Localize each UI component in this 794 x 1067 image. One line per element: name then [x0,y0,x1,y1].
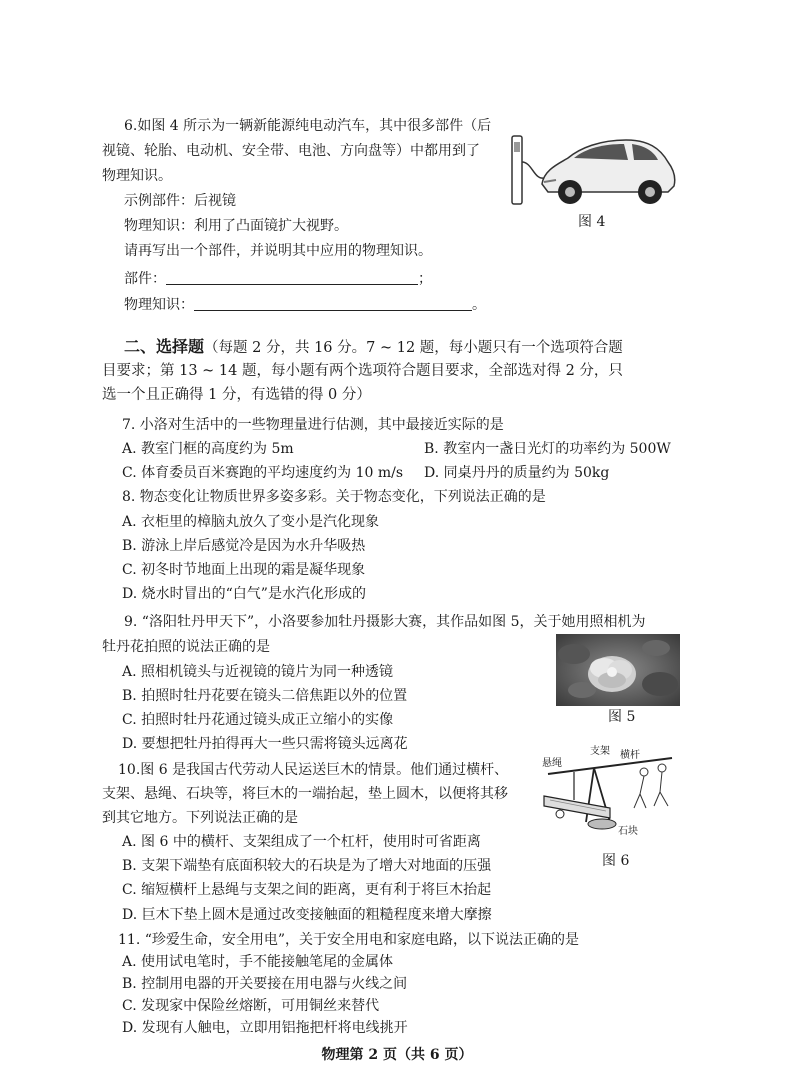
q11-option-b: B. 控制用电器的开关要接在用电器与火线之间 [122,976,408,992]
q9-option-c: C. 拍照时牡丹花通过镜头成正立缩小的实像 [122,712,394,728]
q8-option-a: A. 衣柜里的樟脑丸放久了变小是汽化现象 [122,514,380,530]
stone-label: 石块 [618,826,638,836]
q7-option-c: C. 体育委员百米赛跑的平均速度约为 10 m/s [122,465,404,481]
q9-option-d: D. 要想把牡丹拍得再大一些只需将镜头远离花 [122,736,408,752]
section-2-header [124,337,623,358]
figure-5-caption: 图 5 [608,709,636,725]
q10-stem-3: 到其它地方。下列说法正确的是 [102,810,298,826]
q8-stem: 8. 物态变化让物质世界多姿多彩。关于物态变化，下列说法正确的是 [122,489,546,505]
q10-option-a: A. 图 6 中的横杆、支架组成了一个杠杆，使用时可省距离 [122,834,481,850]
peony-photo-figure [556,634,680,706]
q7-option-a: A. 教室门框的高度约为 5m [122,441,294,457]
physics-answer-blank[interactable] [194,296,472,311]
support-label: 支架 [590,746,610,757]
part-end: ； [418,271,432,287]
q6-line-3: 物理知识。 [102,168,172,184]
q6-line-1: 6.如图 4 所示为一辆新能源纯电动汽车，其中很多部件（后 [124,118,492,134]
q6-physics-row [124,295,486,315]
lever-diagram-figure [540,744,682,836]
q8-option-d: D. 烧水时冒出的“白气”是水汽化形成的 [122,586,366,602]
q7-option-d: D. 同桌丹丹的质量约为 50kg [424,465,610,481]
q11-option-d: D. 发现有人触电，立即用铝拖把杆将电线挑开 [122,1020,408,1036]
q11-option-c: C. 发现家中保险丝熔断，可用铜丝来替代 [122,998,380,1014]
q6-example-part: 示例部件：后视镜 [124,193,236,209]
q11-option-a: A. 使用试电笔时，手不能接触笔尾的金属体 [122,954,394,970]
q8-option-c: C. 初冬时节地面上出现的霜是凝华现象 [122,562,366,578]
figure-4-caption: 图 4 [578,214,606,230]
part-label: 部件： [124,271,166,287]
q6-instruction: 请再写出一个部件，并说明其中应用的物理知识。 [124,243,432,259]
q10-stem-1: 10.图 6 是我国古代劳动人民运送巨木的情景。他们通过横杆、 [118,762,509,778]
page-footer: 物理第 2 页（共 6 页） [321,1047,473,1063]
part-answer-blank[interactable] [166,270,418,285]
q9-stem-2: 牡丹花拍照的说法正确的是 [102,639,270,655]
q8-option-b: B. 游泳上岸后感觉冷是因为水升华吸热 [122,538,366,554]
section-2-desc-2: 目要求；第 13 ~ 14 题，每小题有两个选项符合题目要求，全部选对得 2 分，只 [102,363,623,379]
q7-option-b: B. 教室内一盏日光灯的功率约为 500W [424,441,671,457]
q10-option-d: D. 巨木下垫上圆木是通过改变接触面的粗糙程度来增大摩擦 [122,907,492,923]
q6-example-physics: 物理知识：利用了凸面镜扩大视野。 [124,218,348,234]
q10-stem-2: 支架、悬绳、石块等，将巨木的一端抬起，垫上圆木，以便将其移 [102,786,508,802]
bar-label: 横杆 [620,750,640,761]
q7-stem: 7. 小洛对生活中的一些物理量进行估测，其中最接近实际的是 [122,417,504,433]
q10-option-c: C. 缩短横杆上悬绳与支架之间的距离，更有利于将巨木抬起 [122,882,492,898]
physics-label: 物理知识： [124,297,194,313]
q9-stem-1: 9. “洛阳牡丹甲天下”，小洛要参加牡丹摄影大赛，其作品如图 5，关于她用照相机为 [124,614,646,630]
section-2-desc-3: 选一个且正确得 1 分，有选错的得 0 分） [102,387,371,403]
q10-option-b: B. 支架下端垫有底面积较大的石块是为了增大对地面的压强 [122,858,492,874]
q11-stem: 11. “珍爱生命，安全用电”，关于安全用电和家庭电路，以下说法正确的是 [118,932,580,948]
section-2-title: 二、选择题 [124,337,205,356]
physics-end: 。 [472,297,486,313]
rope-label: 悬绳 [542,758,562,769]
q9-option-a: A. 照相机镜头与近视镜的镜片为同一种透镜 [122,664,394,680]
electric-car-figure [508,122,680,208]
q9-option-b: B. 拍照时牡丹花要在镜头二倍焦距以外的位置 [122,688,408,704]
q6-part-row [124,269,432,289]
q6-line-2: 视镜、轮胎、电动机、安全带、电池、方向盘等）中都用到了 [102,143,480,159]
figure-6-caption: 图 6 [602,853,630,869]
section-2-desc-1: （每题 2 分，共 16 分。7 ~ 12 题，每小题只有一个选项符合题 [204,340,623,356]
